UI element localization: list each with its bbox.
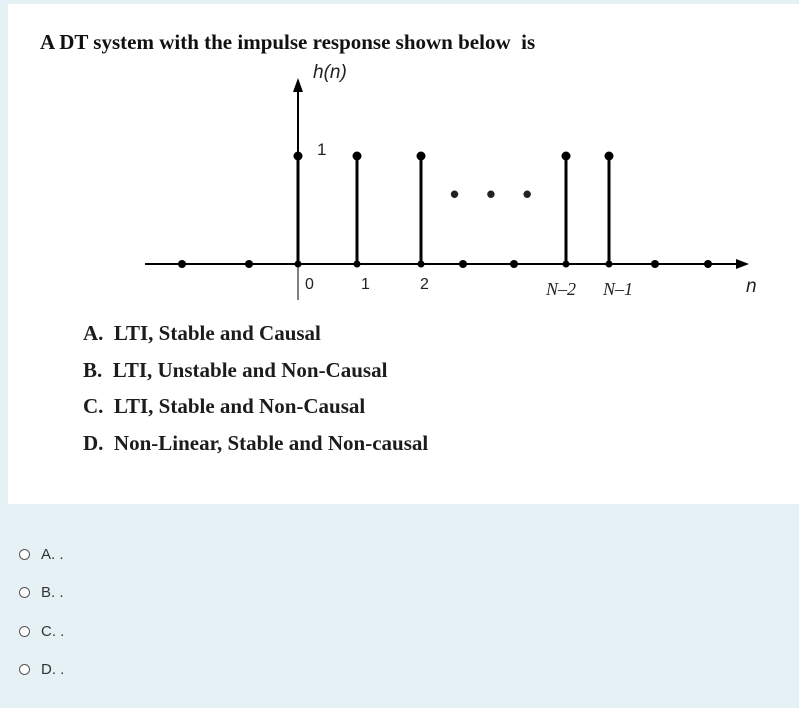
radio-button[interactable] [19, 664, 30, 675]
choices-list [83, 315, 428, 461]
x-tick-label: N–2 [546, 279, 577, 299]
stem-base-point [418, 261, 425, 268]
stem-base-point [563, 261, 570, 268]
radio-button[interactable] [19, 549, 30, 560]
x-tick-label: N–1 [603, 279, 634, 299]
stem-base-point [606, 261, 613, 268]
x-tick-label: 0 [305, 276, 314, 293]
zero-sample-point [459, 260, 467, 268]
stem-base-point [354, 261, 361, 268]
zero-sample-point [704, 260, 712, 268]
answer-option-label: A. . [41, 545, 64, 563]
choice-a: A. LTI, Stable and Causal [83, 321, 321, 345]
answer-option-a[interactable] [19, 535, 64, 574]
choice-c: C. LTI, Stable and Non-Causal [83, 394, 366, 419]
question-text: A DT system with the impulse response shown below is [40, 30, 536, 54]
x-axis-arrow [736, 259, 749, 269]
answer-option-label: D. . [41, 661, 65, 679]
stem-marker [353, 152, 362, 161]
choice-b: B. LTI, Unstable and Non-Causal [83, 357, 388, 382]
stem-marker [294, 152, 303, 161]
answer-option-c[interactable] [19, 612, 64, 651]
continuation-dots: • • • [450, 179, 542, 209]
question-card [8, 4, 799, 504]
x-tick-label: 1 [361, 276, 370, 293]
y-axis-arrow [293, 78, 303, 92]
zero-sample-point [178, 260, 186, 268]
answer-option-b[interactable] [19, 574, 64, 613]
answer-options [19, 535, 64, 689]
stem-marker [417, 152, 426, 161]
stem-base-point [295, 261, 302, 268]
answer-option-label: C. . [41, 622, 65, 640]
choice-d: D. Non-Linear, Stable and Non-causal [83, 430, 429, 455]
x-tick-label: 2 [420, 276, 429, 293]
radio-button[interactable] [19, 626, 30, 637]
y-axis-label: h(n) [313, 62, 347, 83]
y-tick-label: 1 [317, 140, 327, 159]
zero-sample-point [651, 260, 659, 268]
answer-option-label: B. . [41, 584, 64, 602]
x-axis-label: n [746, 276, 757, 297]
stem-marker [562, 152, 571, 161]
radio-button[interactable] [19, 587, 30, 598]
answer-option-d[interactable] [19, 651, 64, 690]
stem-marker [605, 152, 614, 161]
zero-sample-point [245, 260, 253, 268]
zero-sample-point [510, 260, 518, 268]
